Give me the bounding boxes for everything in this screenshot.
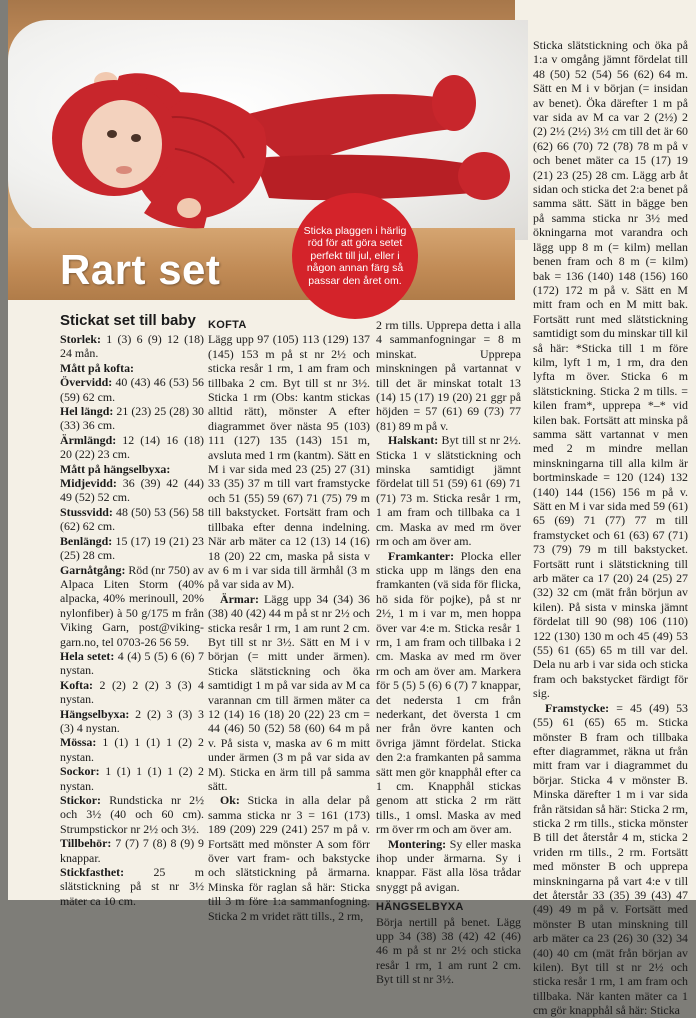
hat-yarn-label: Mössa: [60, 735, 97, 750]
article-title: Rart set [60, 246, 221, 293]
sleeves-paragraph [208, 592, 370, 794]
hip-line [60, 505, 204, 534]
notions-line [60, 836, 204, 865]
socks-yarn-text: 1 (1) 1 (1) 1 (2) 2 nystan. [60, 764, 204, 793]
needles-line [60, 793, 204, 836]
leg-label: Benlängd: [60, 533, 113, 548]
trousers-yarn-label: Hängselbyxa: [60, 706, 130, 721]
sleeve-label: Ärmlängd: [60, 432, 117, 447]
yoke-paragraph [208, 793, 370, 923]
length-label: Hel längd: [60, 404, 114, 419]
trousers-section-heading: HÄNGSELBYXA [376, 901, 464, 914]
size-text: 1 (3) 6 (9) 12 (18) 24 mån. [60, 332, 204, 361]
whole-set-label: Hela setet: [60, 648, 115, 663]
column-3 [376, 318, 521, 987]
front-piece-paragraph [533, 701, 688, 1018]
length-line [60, 404, 204, 433]
legs-paragraph: Sticka slätstickning och öka på 1:a v omgång jämnt fördelat till 48 (50) 52 (54) 56 (62) 64 m. Sätt en M i v början (= insidan av benet). Öka därefter 1 m på var sida av M ca var 2 (2½) 2 (2) 2½ (2½) 3½ cm till det är 60 (62) 66 (70) 72 (78) 78 m på v och benet mäter ca 15 (17) 19 (21) 23 (25) 28 cm. Lägg arb åt sidan och sticka det 2:a benet på samma sätt. Sätt in bägge ben på samma sticka nr 3½ med ökningarna mot varandra och lägg upp 8 m (= kilm) mellan benen fram och 8 m (= kilm) bak = 136 (140) 148 (156) 160 (172) 172 m på v. Sätt en M mitt fram och en M mitt bak. Fortsätt runt med slätstickning samtidigt som du minskar till kil så här: *Sticka till 1 m före kilm, lyft 1 m, 1 rm, dra den lyfta m över. Sticka 6 m slätstickning. Sticka 2 m tills. = kilen fram*, upprepa *–* vid kilen bak. Fortsätt att minska på samma sätt vartannat v men med 2 m mindre mellan minskningarna till alla kilm är bortminskade = 120 (124) 132 (140) 144 (156) 156 m på v. Sätt en M i var sida med 59 (61) 65 (69) 71 (77) 77 m till framstycket och 61 (63) 67 (71) 73 (79) 79 m till bakstycket. Fortsätt runt i slätstickning till arb mäter ca 17 (20) 24 (25) 27 (32) 32 cm (mät från börjun av kilen). På sista v minska jämnt fördelat till 90 (98) 106 (110) 122 (130) 130 m och 45 (49) 53 (55) 61 (65) 65 m till var del. Dela nu arb i var sida och sticka fram och bakstycket färdigt för sig. [533, 38, 688, 701]
gauge-line [60, 865, 204, 908]
hat-yarn-text: 1 (1) 1 (1) 1 (2) 2 nystan. [60, 735, 204, 764]
sleeves-text: Lägg upp 34 (34) 36 (38) 40 (42) 44 m på st nr 2½ och sticka resår 1 rm, 1 am runt 2 cm. Byt till st nr 3½. Sätt en M i v början (= mitt under ärmen). Sticka slätstickning och öka samtidigt 1 m på var sida av M ca varannan cm till ärmen mäter ca 12 (14) 16 (18) 20 (22) 23 cm = 44 (46) 50 (52) 58 (60) 64 m på v. På sista v, maska av 6 m mitt under ärmen (3 m på var sida av M). Sticka en ärm till på samma sätt. [208, 591, 370, 793]
chest-text: 40 (43) 46 (53) 56 (59) 62 cm. [60, 375, 204, 404]
sleeve-text: 12 (14) 16 (18) 20 (22) 23 cm. [60, 432, 204, 462]
raglan-continued-paragraph: 2 rm tills. Upprepa detta i alla 4 sammanfogningar = 8 m minskat. Upprepa minskningen på vartannat v till det är minskat totalt 13 (14) 15 (17) 19 (20) 21 ggr på höjden = 57 (61) 69 (73) 77 (81) 89 m på v. [376, 318, 521, 433]
column-2 [208, 318, 370, 923]
waist-line [60, 476, 204, 505]
chest-line [60, 375, 204, 404]
leg-line [60, 534, 204, 563]
front-bands-text: Plocka eller sticka upp m längs den ena framkanten (vä sida för flicka, hö sida för pojke), på st nr 2½, 1 m i var m, men hoppa över var 4:e m. Sticka resår 1 rm, 1 am fram och tillbaka i 2 cm. Maska av med rm över rm och am över am. Markera för 5 (5) 5 (6) 6 (7) 7 knappar, det nedersta 1 cm från nederkant, det översta 1 cm ner från övre kanten och övriga jämnt fördelat. Sticka den 2:a framkanten på samma sätt men gör knapphål efter ca 1 cm. Knapphål stickas genom att sticka 2 rm rätt tills., 1 omsl. Maska av med rm över rm och am över am. [376, 548, 521, 837]
cardigan-body-paragraph: Lägg upp 97 (105) 113 (129) 137 (145) 153 m på st nr 2½ och sticka resår 1 rm, 1 am fram och tillbaka 2 cm. Byt till st nr 3½. Sticka 1 rm (Obs: kantm stickas alltid rätt), mönster A efter diagrammet över nästa 95 (103) 111 (127) 135 (143) 151 m, avsluta med 1 rm (kantm). Sätt en M i var sida med 23 (25) 27 (31) 33 (35) 37 m till vart framstycke och 51 (55) 59 (67) 71 (75) 79 m till bakstycket. Fortsätt fram och tillbaka efter denna indelning. När arb mäter ca 12 (13) 14 (16) 18 (20) 22 cm, maska på sista v av 6 m i var sida till ärmhål (3 m på var sida av M). [208, 332, 370, 592]
yarn-text: Röd (nr 750) av Alpaca Liten Storm (40% alpacka, 40% merinoull, 20% nylonfiber) à 50 g/175 m från Viking Garn, post@viking-garn.no, tel 0703-26 56 59. [60, 562, 205, 649]
trousers-measure-heading: Mått på hängselbyxa: [60, 461, 171, 476]
trousers-start-paragraph: Börja nertill på benet. Lägg upp 34 (38) 38 (42) 42 (46) 46 m på st nr 2½ och sticka resår 1 rm, 1 am runt 2 cm. Byt till st nr 3½. [376, 914, 521, 987]
size-label: Storlek: [60, 332, 101, 346]
trousers-yarn-text: 2 (2) 3 (3) 3 (3) 4 nystan. [60, 706, 204, 735]
yoke-label: Ok: [220, 793, 240, 808]
pattern-heading: Stickat set till baby [60, 312, 196, 329]
front-bands-paragraph [376, 549, 521, 837]
needles-text: Rundsticka nr 2½ och 3½ (40 och 60 cm). Strumpstickor nr 2½ och 3½. [60, 793, 204, 836]
hip-text: 48 (50) 53 (56) 58 (62) 62 cm. [60, 504, 204, 534]
whole-set-text: 4 (4) 5 (5) 6 (6) 7 nystan. [60, 648, 204, 678]
assembly-text: Sy eller maska ihop under ärmarna. Sy i knappar. Fäst alla lösa trådar snyggt på avigan. [376, 836, 521, 894]
gauge-text: 25 m slätstickning på st nr 3½ mäter ca 10 cm. [60, 865, 204, 908]
column-1 [60, 312, 204, 908]
cardigan-measure-heading: Mått på kofta: [60, 360, 134, 375]
gauge-label: Stickfasthet: [60, 865, 125, 880]
notions-text: 7 (7) 7 (8) 8 (9) 9 knappar. [60, 836, 204, 865]
front-piece-text: = 45 (49) 53 (55) 61 (65) 65 m. Sticka mönster B fram och tillbaka efter diagrammet, räkna ut från mitt fram var i diagrammet du börjar. Sticka 4 v mönster B. Minska därefter 1 m i var sida från rätsidan så här: Sticka 2 rm, sticka 2 rm tills., sticka mönster B till det återstår 4 m, sticka 2 vriden rm tills., 2 rm. Fortsätt med mönster B och upprepa minskningarna på vart 4:e v till det återstår 33 (35) 39 (43) 47 (49) 49 m på v. Fortsätt med mönster B utan minskning till arb mäter ca 23 (26) 30 (32) 34 (40) 40 cm (mät från början av kilen). Byt till st nr 2½ och sticka resår 1 rm, 1 am fram och tillbaka. När kanten mäter ca 1 cm gör knapphål så här: Sticka [533, 700, 688, 1018]
hip-label: Stussvidd: [60, 504, 113, 519]
waist-text: 36 (39) 42 (44) 49 (52) 52 cm. [60, 476, 204, 505]
cardigan-section-heading: KOFTA [208, 319, 247, 331]
needles-label: Stickor: [60, 793, 101, 807]
sleeves-label: Ärmar: [220, 591, 259, 606]
waist-label: Midjevidd: [60, 476, 117, 491]
chest-label: Övervidd: [60, 375, 113, 390]
assembly-paragraph [376, 837, 521, 895]
hat-yarn-line [60, 735, 204, 764]
yoke-text: Sticka in alla delar på samma sticka nr 3 = 161 (173) 189 (209) 229 (241) 257 m på v. Fortsätt med mönster A som förr över vart fram- och bakstycke och slätstickning på ärmarna. Minska för raglan så här: Sticka till 3 m före 1:a sammanfogning. Sticka 2 m vridet rätt tills., 2 rm, [208, 793, 370, 923]
yarn-line [60, 563, 204, 649]
cardigan-yarn-label: Kofta: [60, 677, 94, 692]
neckband-paragraph [376, 433, 521, 548]
cardigan-yarn-text: 2 (2) 2 (2) 3 (3) 4 nystan. [60, 677, 204, 707]
notions-label: Tillbehör: [60, 836, 112, 851]
socks-yarn-label: Sockor: [60, 764, 100, 779]
column-4 [533, 38, 688, 1018]
yarn-label: Garnåtgång: [60, 562, 126, 577]
assembly-label: Montering: [388, 836, 447, 851]
neckband-text: Byt till st nr 2½. Sticka 1 v slätstickning och minska samtidigt jämnt fördelat till 51 (59) 61 (69) 71 (71) 73 m. Sticka resår 1 rm, 1 am fram och tillbaka ca 1 cm. Maska av med rm över rm och am över am. [376, 433, 521, 549]
front-bands-label: Framkanter: [388, 548, 455, 563]
trousers-yarn-line [60, 707, 204, 736]
cardigan-yarn-line [60, 678, 204, 707]
front-piece-label: Framstycke: [545, 700, 610, 715]
callout-text: Sticka plaggen i härlig röd för att göra setet perfekt till jul, eller i någon annan färg så passar den året om. [303, 224, 407, 287]
socks-yarn-line [60, 764, 204, 793]
red-callout-badge [292, 193, 418, 319]
length-text: 21 (23) 25 (28) 30 (33) 36 cm. [60, 404, 204, 433]
baby-in-red-knit-set-illustration [44, 58, 514, 228]
neckband-label: Halskant: [388, 433, 439, 448]
size-line [60, 332, 204, 361]
sleeve-line [60, 433, 204, 462]
leg-text: 15 (17) 19 (21) 23 (25) 28 cm. [60, 533, 204, 563]
magazine-page [8, 0, 696, 1018]
whole-set-line [60, 649, 204, 678]
